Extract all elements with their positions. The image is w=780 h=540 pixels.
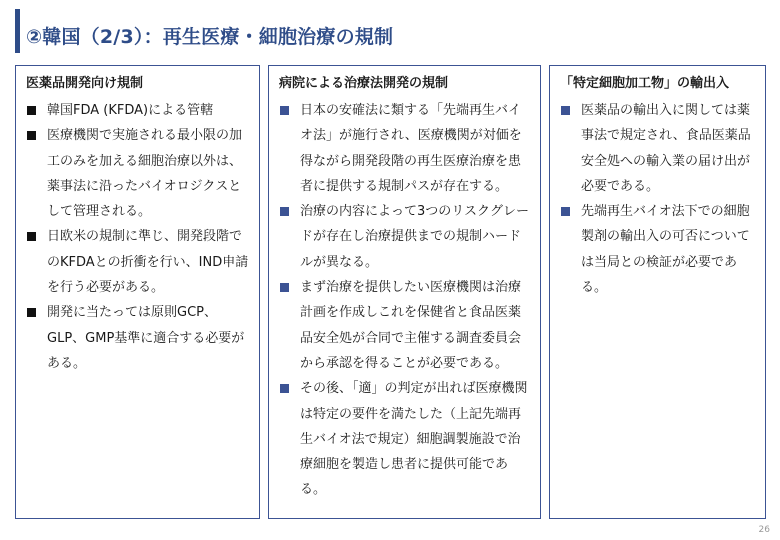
square-bullet-icon bbox=[27, 232, 36, 241]
square-bullet-icon bbox=[280, 106, 289, 115]
list-item bbox=[26, 98, 249, 123]
list-item-text: 治療の内容によって3つのリスクグレードが存在し治療提供までの規制ハードルが異なる。 bbox=[300, 204, 530, 270]
column-drug-development-regulation bbox=[15, 65, 260, 519]
list-item bbox=[560, 98, 755, 199]
square-bullet-icon bbox=[561, 207, 570, 216]
list-item-text: 開発に当たっては原則GCP、GLP、GMP基準に適合する必要がある。 bbox=[47, 305, 245, 371]
square-bullet-icon bbox=[27, 106, 36, 115]
list-item bbox=[26, 123, 249, 224]
column-heading: 病院による治療法開発の規制 bbox=[279, 76, 449, 91]
square-bullet-icon bbox=[561, 106, 570, 115]
page-title: ②韓国（2/3）：再生医療・細胞治療の規制 bbox=[26, 26, 394, 48]
page-number: 26 bbox=[758, 525, 770, 535]
list-item-text: その後、「適」の判定が出れば医療機関は特定の要件を満たした（上記先端再生バイオ法で規定）細胞調製施設で治療細胞を製造し患者に提供可能である。 bbox=[300, 381, 528, 498]
square-bullet-icon bbox=[27, 308, 36, 317]
list-item bbox=[26, 300, 249, 376]
bullet-list bbox=[26, 98, 249, 376]
square-bullet-icon bbox=[280, 207, 289, 216]
list-item bbox=[279, 376, 530, 502]
title-accent-bar bbox=[15, 9, 20, 53]
list-item bbox=[26, 224, 249, 300]
list-item bbox=[279, 199, 530, 275]
list-item-text: 医薬品の輸出入に関しては薬事法で規定され、食品医薬品安全処への輸入業の届け出が必要である。 bbox=[581, 103, 751, 194]
list-item-text: 日欧米の規制に準じ、開発段階でのKFDAとの折衝を行い、IND申請を行う必要がある。 bbox=[47, 229, 249, 296]
list-item bbox=[279, 98, 530, 199]
list-item-text: 先端再生バイオ法下での細胞製剤の輸出入の可否については当局との検証が必要である。 bbox=[581, 204, 750, 296]
square-bullet-icon bbox=[27, 131, 36, 140]
column-hospital-treatment-regulation bbox=[268, 65, 541, 519]
column-import-export bbox=[549, 65, 766, 519]
bullet-list bbox=[279, 98, 530, 503]
bullet-list bbox=[560, 98, 755, 300]
list-item-text: 韓国FDA (KFDA)による管轄 bbox=[47, 103, 214, 118]
list-item bbox=[279, 275, 530, 376]
list-item-text: まず治療を提供したい医療機関は治療計画を作成しこれを保健省と食品医薬品安全処が合同で主催する調査委員会から承認を得ることが必要である。 bbox=[300, 280, 522, 371]
column-heading: 「特定細胞加工物」の輸出入 bbox=[560, 76, 730, 91]
square-bullet-icon bbox=[280, 384, 289, 393]
column-heading: 医薬品開発向け規制 bbox=[26, 76, 144, 91]
square-bullet-icon bbox=[280, 283, 289, 292]
list-item-text: 医療機関で実施される最小限の加工のみを加える細胞治療以外は、薬事法に沿ったバイオロジクスとして管理される。 bbox=[47, 128, 243, 220]
list-item bbox=[560, 199, 755, 300]
list-item-text: 日本の安確法に類する「先端再生バイオ法」が施行され、医療機関が対価を得ながら開発段階の再生医療治療を患者に提供する規制パスが存在する。 bbox=[300, 103, 522, 194]
